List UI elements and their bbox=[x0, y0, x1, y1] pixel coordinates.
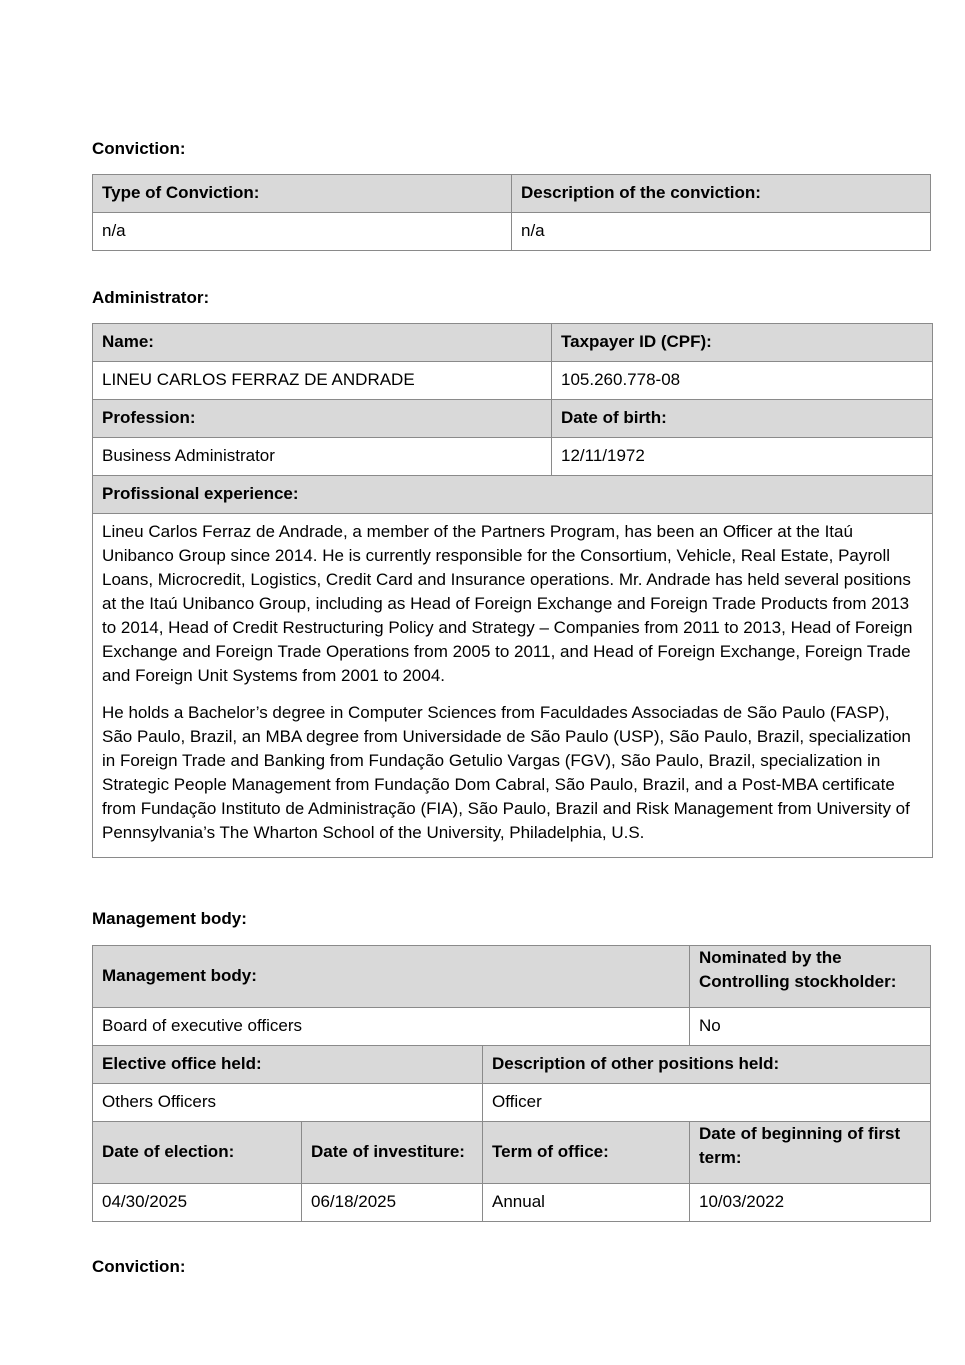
term-of-office-header: Term of office: bbox=[483, 1122, 690, 1184]
election-date-header: Date of election: bbox=[93, 1122, 302, 1184]
first-term-date-header: Date of beginning of first term: bbox=[690, 1122, 931, 1184]
administrator-title: Administrator: bbox=[92, 288, 210, 307]
nominated-header: Nominated by the Controlling stockholder: bbox=[690, 946, 931, 1008]
type-of-conviction-value: n/a bbox=[93, 213, 512, 251]
management-table bbox=[92, 945, 931, 1222]
nominated-value: No bbox=[690, 1008, 931, 1046]
name-value: LINEU CARLOS FERRAZ DE ANDRADE bbox=[93, 362, 552, 400]
profession-value: Business Administrator bbox=[93, 438, 552, 476]
elective-office-value: Others Officers bbox=[93, 1084, 483, 1122]
experience-header: Profissional experience: bbox=[93, 476, 933, 514]
investiture-date-header: Date of investiture: bbox=[302, 1122, 483, 1184]
cpf-value: 105.260.778-08 bbox=[552, 362, 933, 400]
other-positions-header: Description of other positions held: bbox=[483, 1046, 931, 1084]
investiture-date-value: 06/18/2025 bbox=[302, 1184, 483, 1222]
term-of-office-value: Annual bbox=[483, 1184, 690, 1222]
conviction-description-value: n/a bbox=[512, 213, 931, 251]
conviction-table bbox=[92, 174, 931, 251]
other-positions-value: Officer bbox=[483, 1084, 931, 1122]
profession-header: Profession: bbox=[93, 400, 552, 438]
administrator-table bbox=[92, 323, 933, 858]
name-header: Name: bbox=[93, 324, 552, 362]
elective-office-header: Elective office held: bbox=[93, 1046, 483, 1084]
cpf-header: Taxpayer ID (CPF): bbox=[552, 324, 933, 362]
conviction-title: Conviction: bbox=[92, 139, 186, 158]
conviction-description-header: Description of the conviction: bbox=[512, 175, 931, 213]
management-body-value: Board of executive officers bbox=[93, 1008, 690, 1046]
management-body-title: Management body: bbox=[92, 909, 247, 928]
experience-paragraph-2: He holds a Bachelor’s degree in Computer Sciences from Faculdades Associadas de São Paulo (FASP), São Paulo, Brazil, an MBA degree from Universidade de São Paulo (USP), São Paulo, Brazil, specialization in Foreign Trade and Banking from Fundação Getulio Vargas (FGV), São Paulo, Brazil, specialization in Strategic People Management from Fundação Dom Cabral, São Paulo, Brazil, and a Post-MBA certificate from Fundação Instituto de Administração (FIA), São Paulo, Brazil and Risk Management from University of Pennsylvania’s The Wharton School of the University, Philadelphia, U.S. bbox=[102, 703, 911, 842]
experience-cell bbox=[93, 514, 933, 858]
type-of-conviction-header: Type of Conviction: bbox=[93, 175, 512, 213]
experience-paragraph-1: Lineu Carlos Ferraz de Andrade, a member of the Partners Program, has been an Officer at the Itaú Unibanco Group since 2014. He is currently responsible for the Consortium, Vehicle, Real Estate, Payroll Loans, Microcredit, Logistics, Credit Card and Insurance operations. Mr. Andrade has held several positions at the Itaú Unibanco Group, including as Head of Foreign Exchange and Foreign Trade Products from 2013 to 2014, Head of Credit Restructuring Policy and Strategy – Companies from 2011 to 2013, Head of Foreign Exchange and Foreign Trade Operations from 2005 to 2011, and Head of Foreign Exchange, Foreign Trade and Foreign Unit Systems from 2001 to 2004. bbox=[102, 522, 913, 685]
election-date-value: 04/30/2025 bbox=[93, 1184, 302, 1222]
conviction-title-2: Conviction: bbox=[92, 1257, 186, 1276]
date-of-birth-header: Date of birth: bbox=[552, 400, 933, 438]
date-of-birth-value: 12/11/1972 bbox=[552, 438, 933, 476]
first-term-date-value: 10/03/2022 bbox=[690, 1184, 931, 1222]
management-body-header: Management body: bbox=[93, 946, 690, 1008]
